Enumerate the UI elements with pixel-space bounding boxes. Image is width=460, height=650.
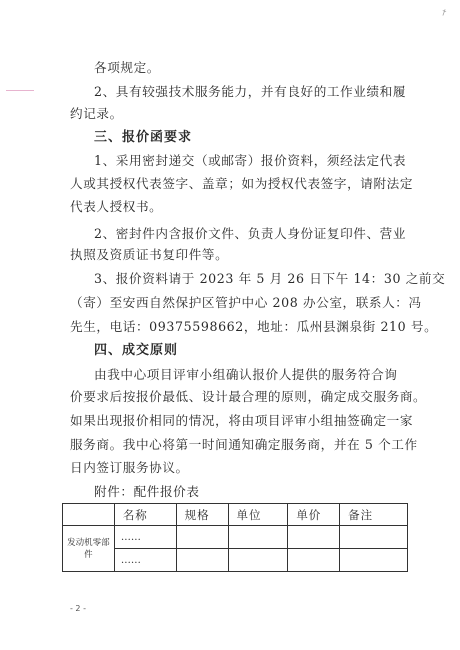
price-table [62, 503, 408, 572]
paragraph-line: 服务商。我中心将第一时间通知确定服务商，并在 5 个工作 [70, 437, 418, 452]
paragraph-line: （寄）至安西自然保护区管护中心 208 办公室，联系人：冯 [70, 295, 422, 310]
table-cell [228, 526, 288, 549]
paragraph-line: 人或其授权代表签字、盖章；如为授权代表签字，请附法定 [70, 176, 414, 191]
table-header-cell: 单价 [288, 504, 340, 526]
table-cell [228, 549, 288, 572]
paragraph-line: 先生，电话：09375598662，地址：瓜州县渊泉街 210 号。 [70, 319, 438, 334]
paragraph-line: 日内签订服务协议。 [70, 460, 189, 475]
section-heading: 三、报价函要求 [94, 130, 193, 145]
table-header-cell: 备注 [340, 504, 408, 526]
table-cell: …… [114, 526, 176, 549]
table-header-cell: 单位 [228, 504, 288, 526]
table-cell: …… [114, 549, 176, 572]
paragraph-line: 执照及资质证书复印件等。 [70, 247, 229, 262]
paragraph-line: 2、密封件内含报价文件、负责人身份证复印件、营业 [94, 226, 407, 241]
table-row [63, 526, 408, 549]
attachment-caption: 附件：配件报价表 [94, 484, 200, 499]
table-cell [340, 526, 408, 549]
paragraph-line: 1、采用密封递交（或邮寄）报价资料，须经法定代表 [94, 153, 407, 168]
page-number: - 2 - [70, 604, 86, 613]
paragraph-line: 2、具有较强技术服务能力，并有良好的工作业绩和履 [94, 84, 407, 99]
table-row [63, 549, 408, 572]
table-cell [176, 526, 228, 549]
paragraph-line: 价要求后按报价最低、设计最合理的原则，确定成交服务商。 [70, 389, 427, 404]
paragraph-line: 代表人授权书。 [70, 199, 163, 214]
table-header-cell: 规格 [176, 504, 228, 526]
table-header-row [63, 504, 408, 526]
paragraph-line: 约记录。 [70, 106, 123, 121]
paragraph-line: 由我中心项目评审小组确认报价人提供的服务符合询 [94, 367, 398, 382]
table-cell [288, 549, 340, 572]
table-cell [288, 526, 340, 549]
corner-mark: † [440, 7, 448, 18]
table-cell [340, 549, 408, 572]
table-header-cell [63, 504, 115, 526]
paragraph-line: 各项规定。 [94, 60, 160, 75]
item-category-cell: 发动机零部件 [63, 526, 115, 572]
margin-mark [6, 90, 34, 91]
paragraph-line: 如果出现报价相同的情况，将由项目评审小组抽签确定一家 [70, 413, 414, 428]
table-header-cell: 名称 [114, 504, 176, 526]
paragraph-line: 3、报价资料请于 2023 年 5 月 26 日下午 14：30 之前交 [94, 271, 446, 286]
table-cell [176, 549, 228, 572]
section-heading: 四、成交原则 [94, 343, 179, 358]
